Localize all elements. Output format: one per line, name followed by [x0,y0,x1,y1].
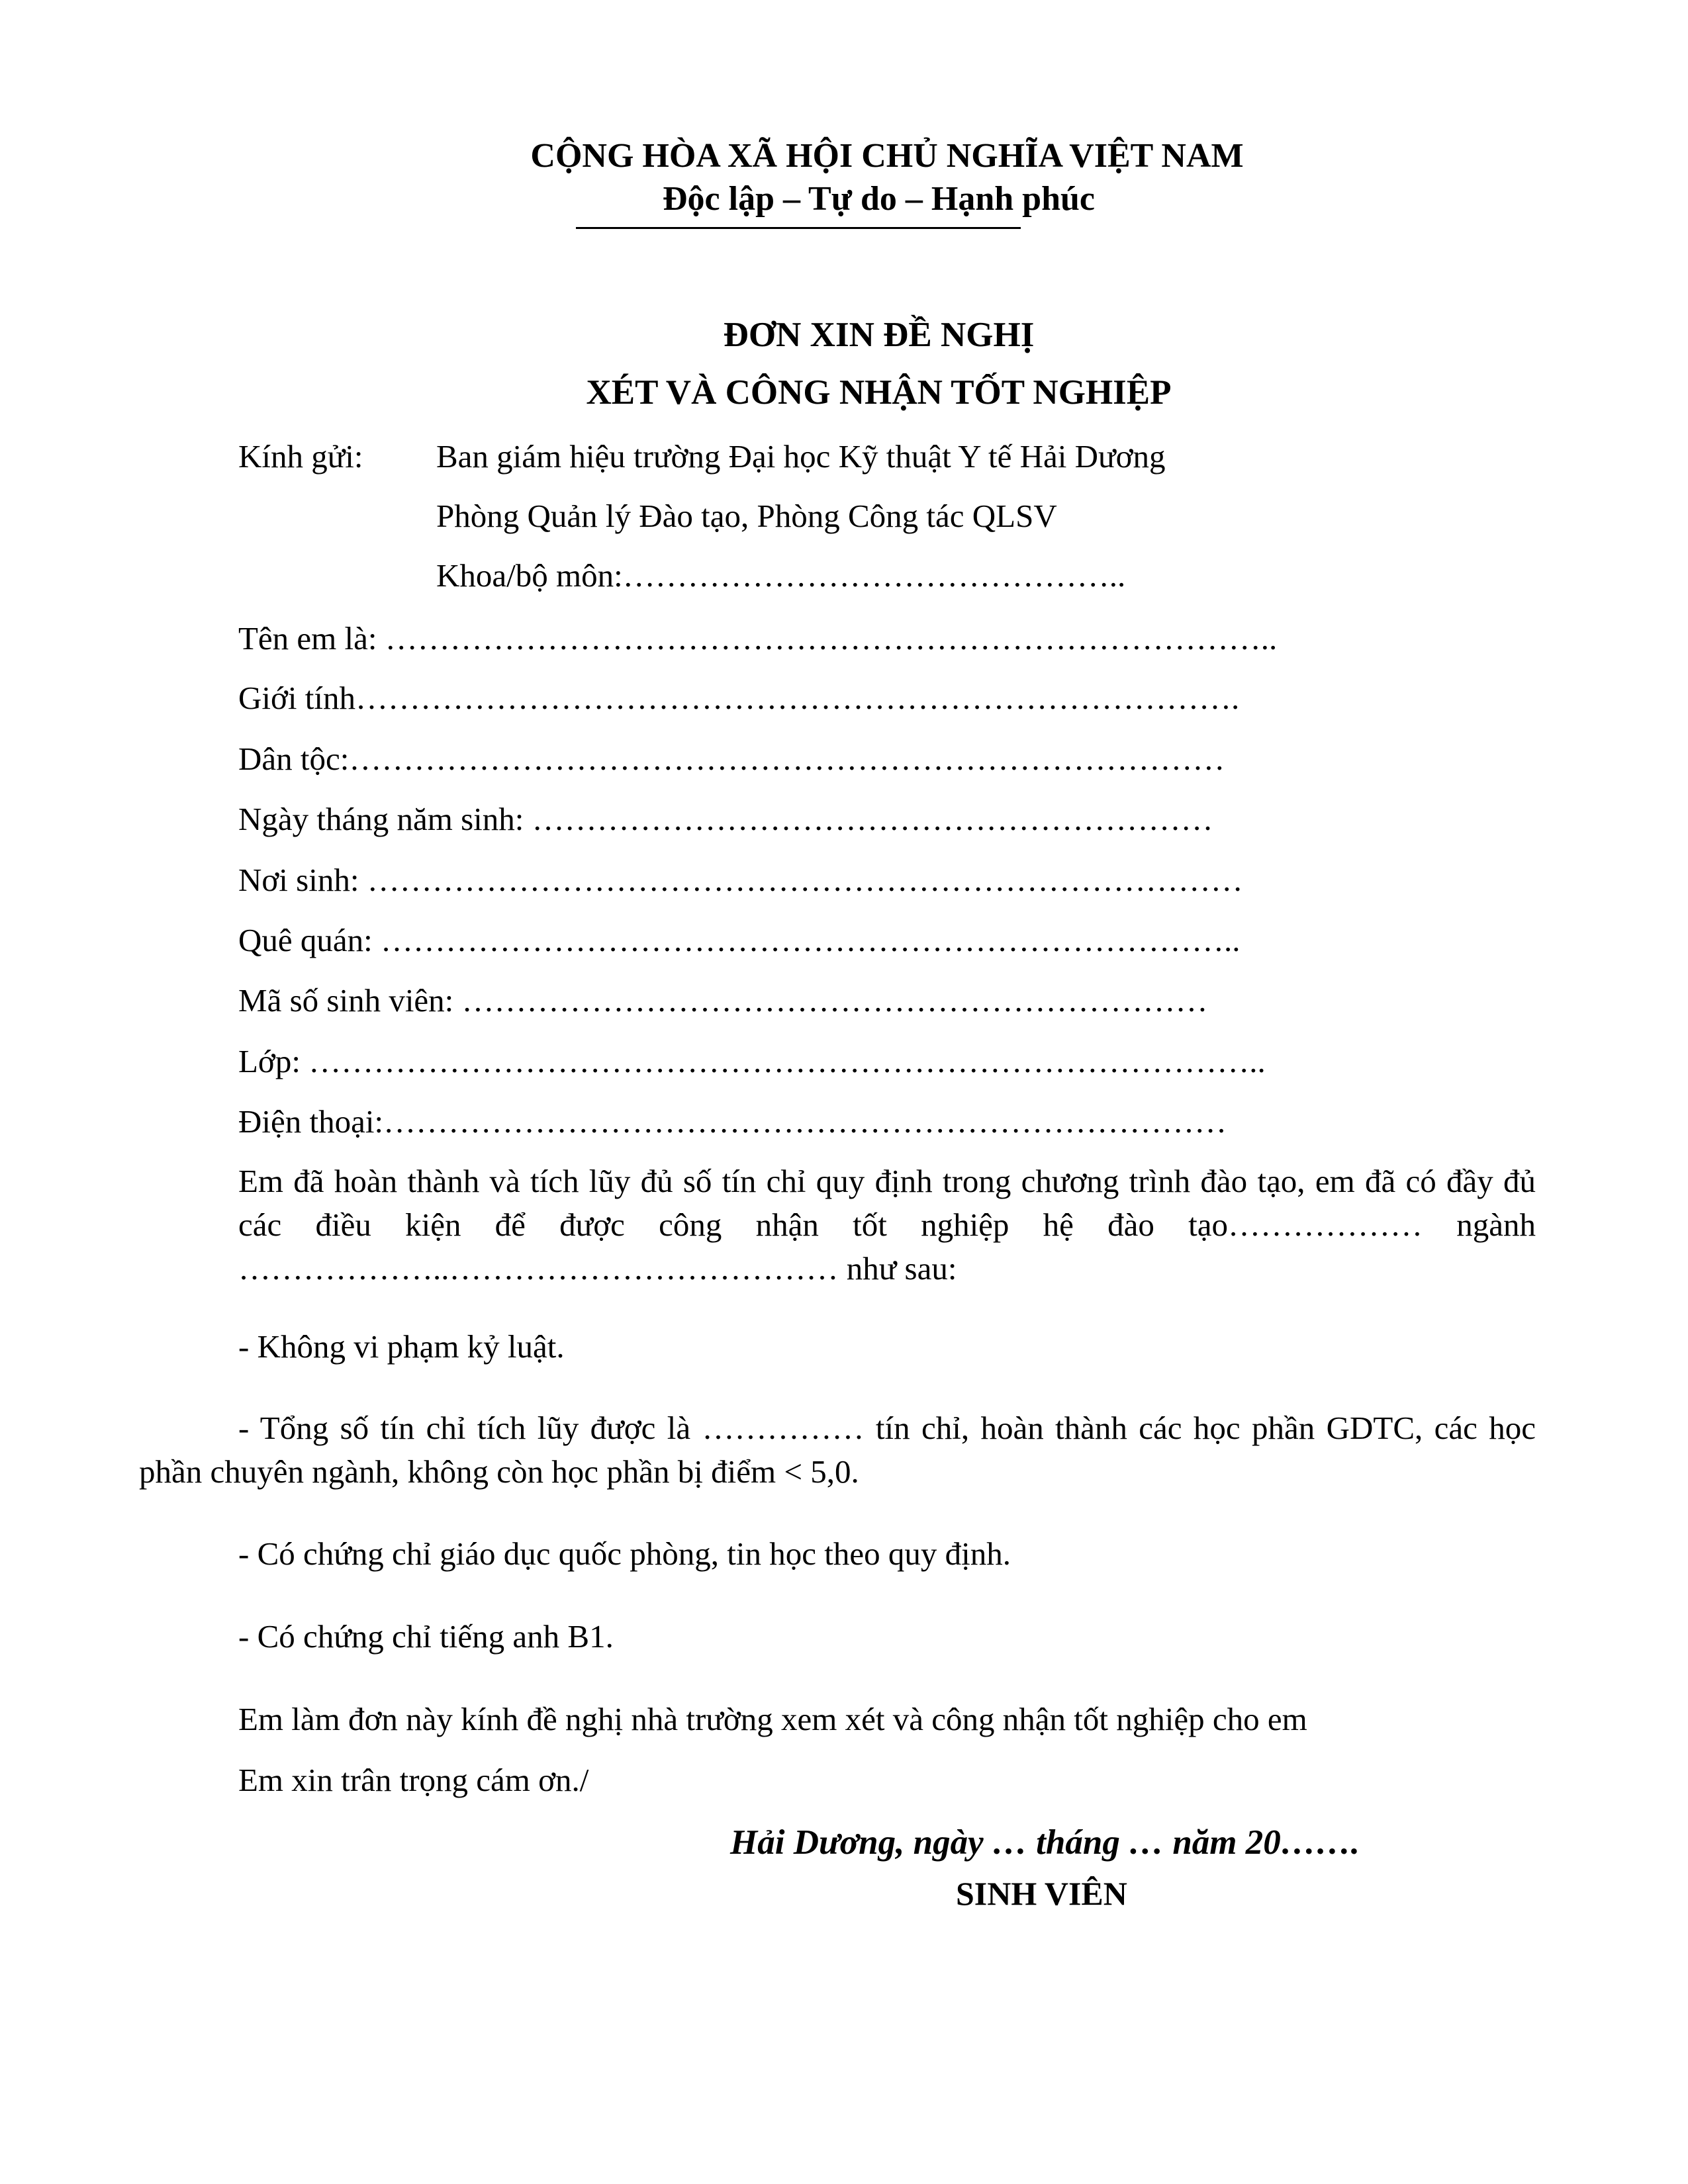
document-title-line-2: XÉT VÀ CÔNG NHẬN TỐT NGHIỆP [586,373,1172,412]
condition-defense-it-certificate: - Có chứng chỉ giáo dục quốc phòng, tin học theo quy định. [238,1535,1011,1572]
field-birth-date: Ngày tháng năm sinh: ……………………………………………………… [238,801,1213,837]
condition-no-discipline: - Không vi phạm kỷ luật. [238,1328,565,1365]
field-phone: Điện thoại:…………………………………………………………………… [238,1103,1227,1140]
field-student-id: Mã số sinh viên: …………………………………………………………… [238,982,1208,1019]
thanks-sentence: Em xin trân trọng cám ơn./ [238,1762,589,1798]
request-sentence: Em làm đơn này kính đề nghị nhà trường xem xét và công nhận tốt nghiệp cho em [238,1701,1307,1737]
condition-credits: - Tổng số tín chỉ tích lũy được là …………… tín chỉ, hoàn thành các học phần GDTC, các học phần chuyên ngành, không còn học phần bị điểm < 5,0. [139,1410,1536,1490]
place-date-line: Hải Dương, ngày … tháng … năm 20……. [730,1823,1360,1862]
motto-underline [576,227,1021,229]
document-title-line-1: ĐƠN XIN ĐỀ NGHỊ [723,316,1035,354]
condition-english-certificate: - Có chứng chỉ tiếng anh B1. [238,1618,614,1655]
field-gender: Giới tính………………………………………………………………………. [238,680,1240,716]
recipient-line-2: Phòng Quản lý Đào tạo, Phòng Công tác QLSV [436,498,1057,534]
recipient-line-3: Khoa/bộ môn:……………………………………….. [436,557,1126,594]
national-motto: Độc lập – Tự do – Hạnh phúc [663,180,1095,218]
field-birth-place: Nơi sinh: ……………………………………………………………………… [238,862,1243,898]
signer-title: SINH VIÊN [956,1875,1127,1912]
field-hometown: Quê quán: …………………………………………………………………….. [238,922,1241,958]
recipient-label: Kính gửi: [238,438,363,475]
field-class: Lớp: …………………………………………………………………………….. [238,1043,1266,1079]
recipient-line-1: Ban giám hiệu trường Đại học Kỹ thuật Y tế Hải Dương [436,438,1166,475]
intro-paragraph: Em đã hoàn thành và tích lũy đủ số tín chỉ quy định trong chương trình đào tạo, em đã có đầy đủ các điều kiện để được công nhận tốt nghiệp hệ đào tạo……………… ngành ………………..……………………………… như sau: [238,1163,1536,1287]
field-name: Tên em là: ……………………………………………………………………….. [238,620,1278,657]
field-ethnicity: Dân tộc:……………………………………………………………………… [238,741,1225,777]
national-title: CỘNG HÒA XÃ HỘI CHỦ NGHĨA VIỆT NAM [530,137,1244,175]
